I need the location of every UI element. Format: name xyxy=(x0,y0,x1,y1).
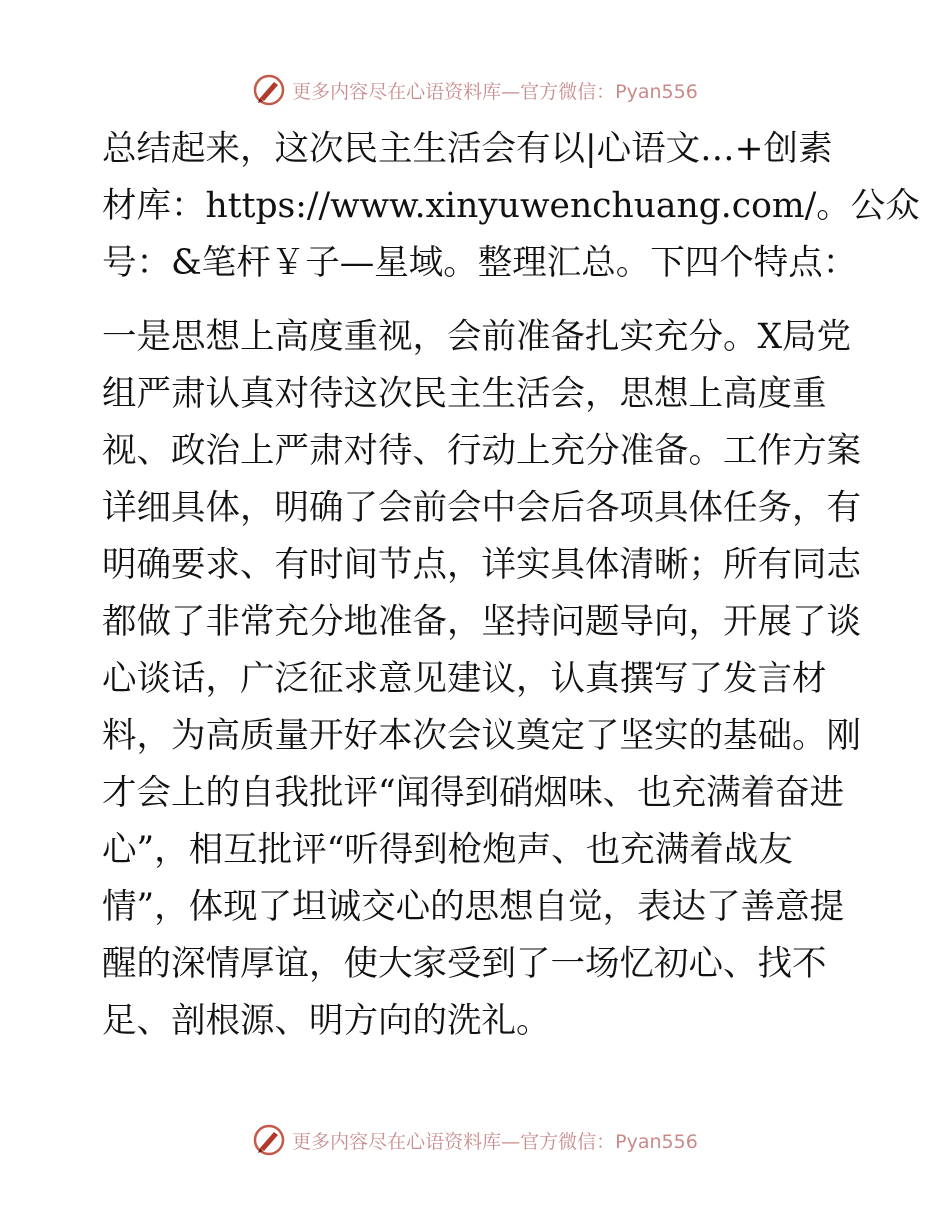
text-line: 一是思想上高度重视，会前准备扎实充分。X局党 xyxy=(102,317,852,357)
text-line: 都做了非常充分地准备，坚持问题导向，开展了谈 xyxy=(102,602,861,642)
text-line: 号：&笔杆￥子—星域。整理汇总。下四个特点： xyxy=(102,243,858,283)
text-line: 明确要求、有时间节点，详实具体清晰；所有同志 xyxy=(102,545,861,585)
watermark-id: Pyan556 xyxy=(615,80,698,103)
text-line: 才会上的自我批评“闻得到硝烟味、也充满着奋进 xyxy=(102,773,845,813)
text-line: 醒的深情厚谊，使大家受到了一场忆初心、找不 xyxy=(102,944,827,984)
watermark-text: 更多内容尽在心语资料库—官方微信： xyxy=(292,80,616,103)
header-watermark xyxy=(0,70,950,110)
pen-logo-icon xyxy=(252,73,286,107)
pen-logo-icon xyxy=(252,1123,286,1157)
text-line: 总结起来，这次民主生活会有以|心语文…+创素 xyxy=(102,129,833,169)
text-line: 材库：https://www.xinyuwenchuang.com/。公众 xyxy=(102,186,920,226)
text-line: 足、剖根源、明方向的洗礼。 xyxy=(102,1001,551,1041)
text-line: 情”，体现了坦诚交心的思想自觉，表达了善意提 xyxy=(102,887,845,927)
text-line: 心谈话，广泛征求意见建议，认真撰写了发言材 xyxy=(102,659,827,699)
text-line: 视、政治上严肃对待、行动上充分准备。工作方案 xyxy=(102,431,861,471)
footer-watermark xyxy=(0,1120,950,1160)
text-line: 组严肃认真对待这次民主生活会，思想上高度重 xyxy=(102,374,827,414)
text-line: 料，为高质量开好本次会议奠定了坚实的基础。刚 xyxy=(102,716,861,756)
watermark-id: Pyan556 xyxy=(615,1130,698,1153)
text-line: 详细具体，明确了会前会中会后各项具体任务，有 xyxy=(102,488,861,528)
watermark-text: 更多内容尽在心语资料库—官方微信： xyxy=(292,1130,616,1153)
text-line: 心”，相互批评“听得到枪炮声、也充满着战友 xyxy=(102,830,793,870)
